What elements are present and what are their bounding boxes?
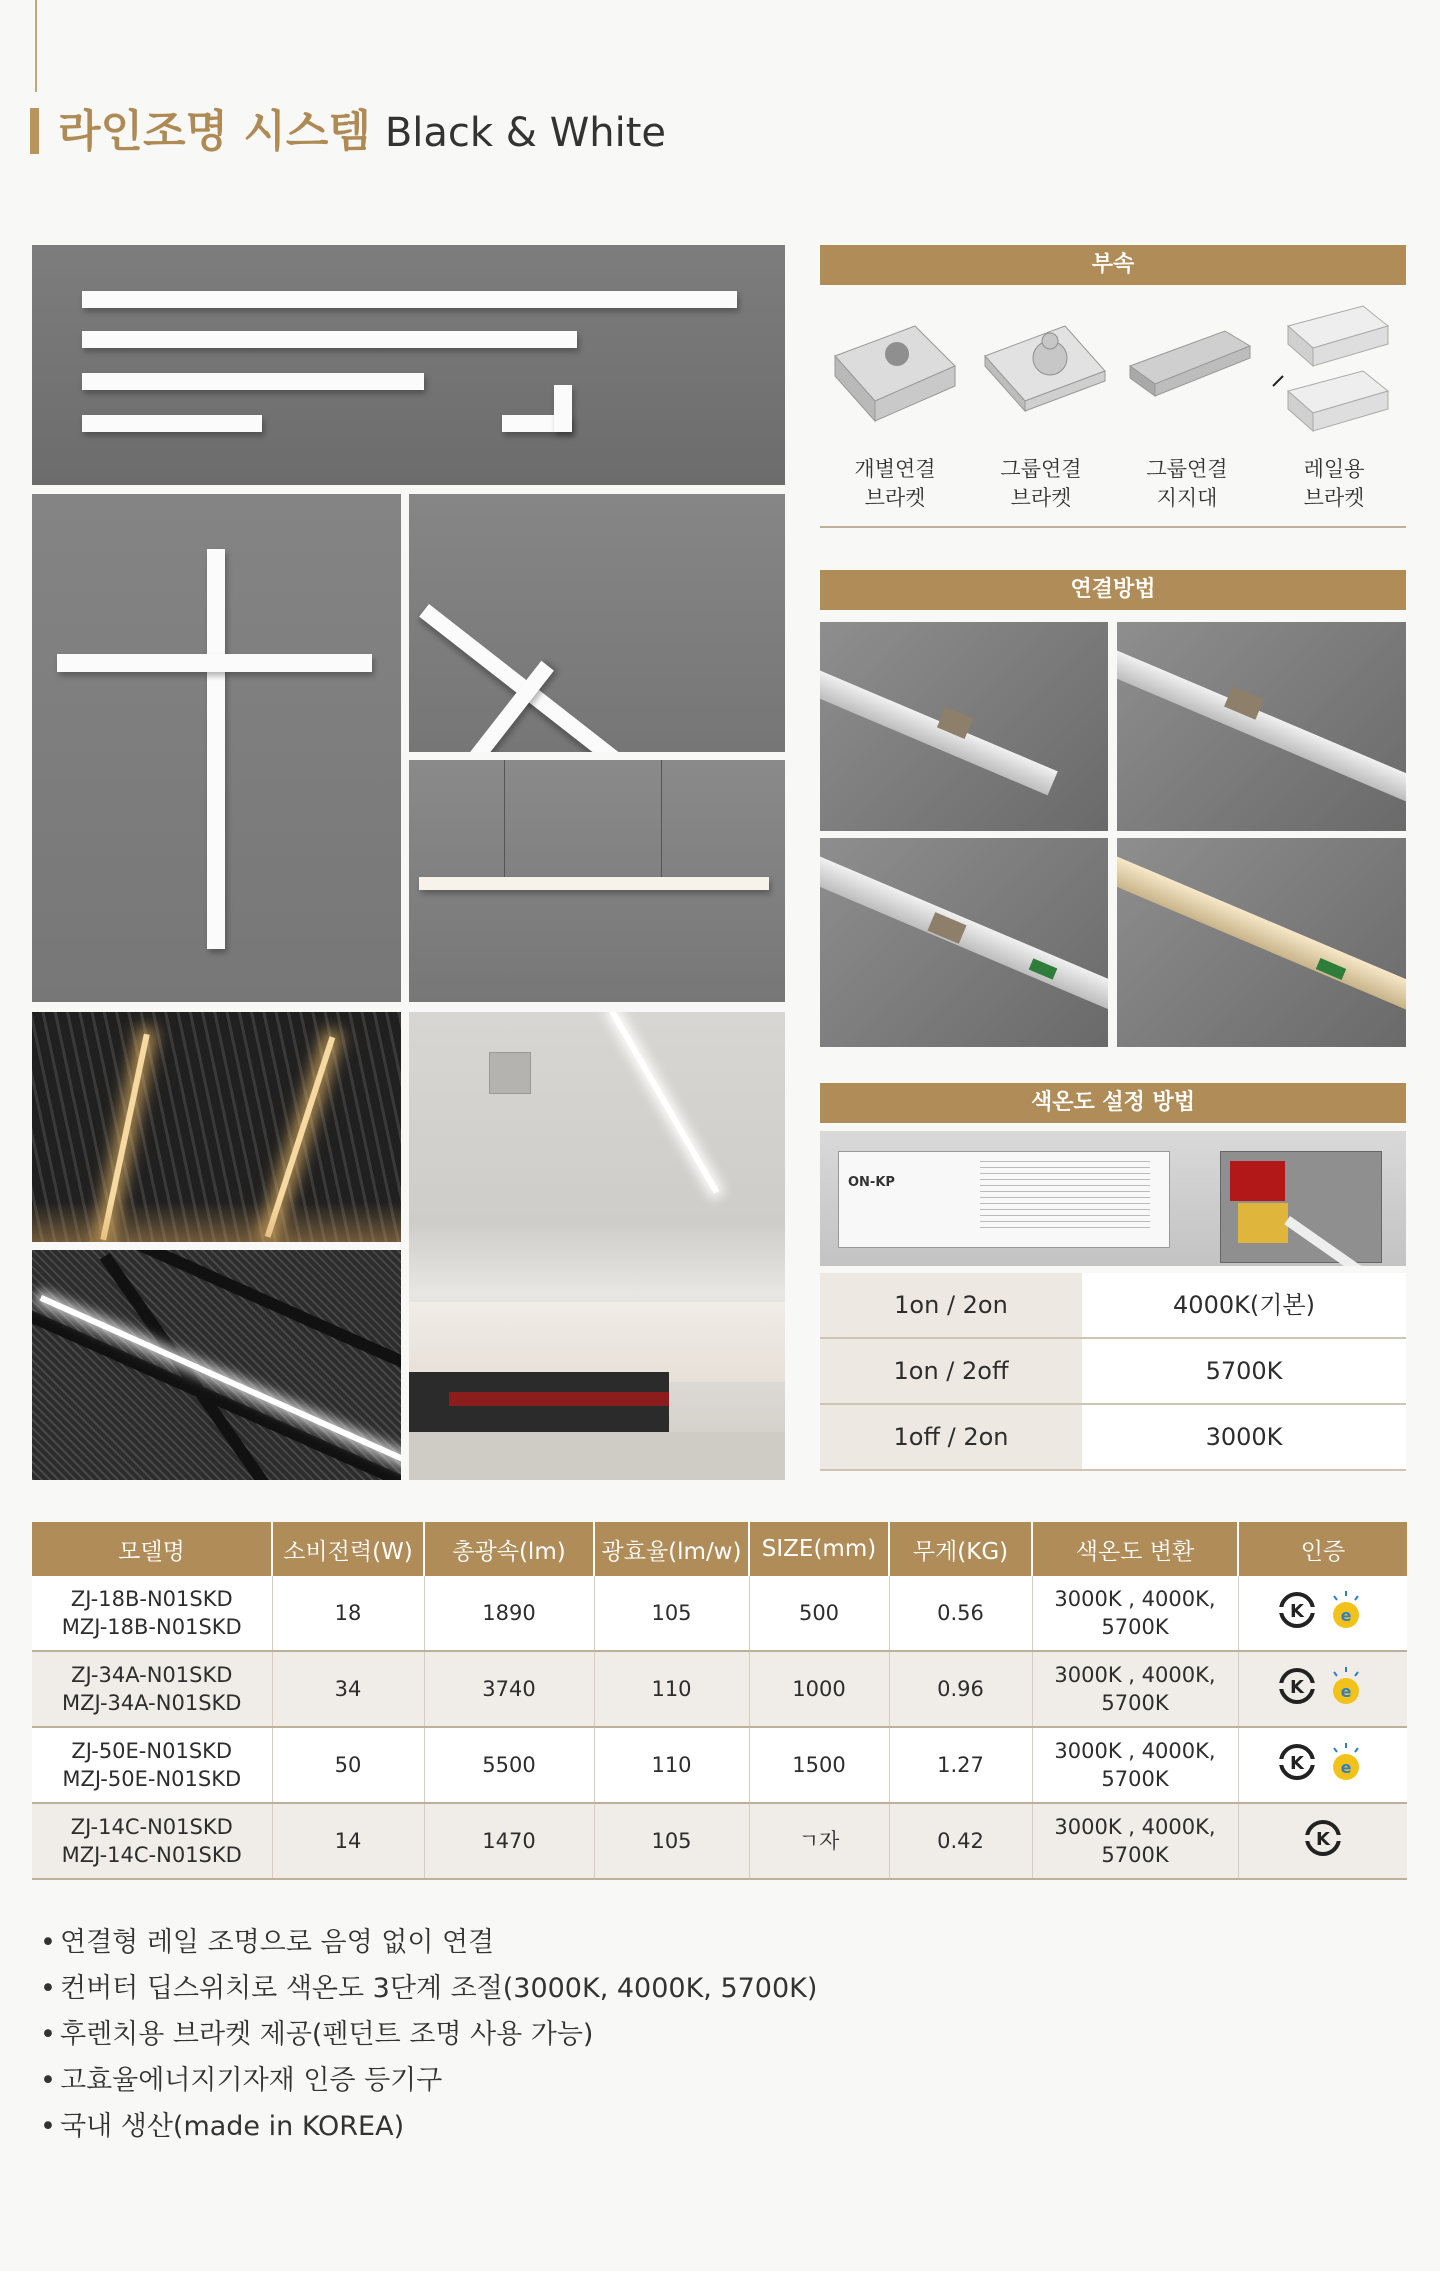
certification-cell bbox=[1238, 1651, 1407, 1727]
column-header: 총광속(lm) bbox=[424, 1522, 594, 1576]
certification-cell bbox=[1238, 1727, 1407, 1803]
weight-cell: 0.42 bbox=[889, 1803, 1032, 1879]
weight-cell: 0.96 bbox=[889, 1651, 1032, 1727]
kc-mark-icon bbox=[1277, 1742, 1317, 1789]
column-header: 광효율(lm/w) bbox=[594, 1522, 749, 1576]
color-temp-cell bbox=[1032, 1803, 1238, 1879]
model-name: MZJ-14C-N01SKD bbox=[61, 1843, 242, 1867]
high-efficiency-mark-icon bbox=[1324, 1664, 1368, 1715]
connection-step-2-photo bbox=[1117, 622, 1406, 831]
photo-ceiling-grid bbox=[32, 1250, 401, 1480]
model-name: MZJ-50E-N01SKD bbox=[62, 1767, 242, 1791]
accessory-label-line: 브라켓 bbox=[864, 486, 926, 510]
photo-office-interior bbox=[409, 1012, 785, 1480]
color-temperature-value: 5700K bbox=[1082, 1339, 1406, 1403]
svg-text:K: K bbox=[1290, 1752, 1305, 1774]
color-temperature-value: 4000K(기본) bbox=[1082, 1273, 1406, 1337]
accessory-label-line: 레일용 bbox=[1303, 457, 1365, 481]
divider bbox=[820, 526, 1406, 528]
photo-ceiling-warm bbox=[32, 1012, 401, 1242]
model-name: ZJ-14C-N01SKD bbox=[70, 1815, 233, 1839]
color-temp-line: 3000K , 4000K, bbox=[1054, 1663, 1216, 1687]
page-title bbox=[58, 104, 666, 161]
svg-text:e: e bbox=[1340, 1681, 1352, 1701]
color-temp-line: 3000K , 4000K, bbox=[1054, 1739, 1216, 1763]
color-temp-line: 5700K bbox=[1101, 1615, 1169, 1639]
accessory-label-group-bracket bbox=[968, 455, 1114, 513]
svg-text:K: K bbox=[1290, 1676, 1305, 1698]
color-temp-line: 5700K bbox=[1101, 1843, 1169, 1867]
weight-cell: 0.56 bbox=[889, 1576, 1032, 1651]
table-row bbox=[32, 1576, 1407, 1651]
size-cell: 1000 bbox=[749, 1651, 889, 1727]
color-temp-line: 5700K bbox=[1101, 1691, 1169, 1715]
color-temp-line: 5700K bbox=[1101, 1767, 1169, 1791]
column-header: 인증 bbox=[1238, 1522, 1407, 1576]
accessory-label-line: 그룹연결 bbox=[1000, 457, 1082, 481]
model-name: ZJ-50E-N01SKD bbox=[71, 1739, 233, 1763]
color-temp-row bbox=[820, 1339, 1406, 1405]
table-row bbox=[32, 1651, 1407, 1727]
accessories-heading: 부속 bbox=[820, 245, 1406, 285]
color-temp-heading: 색온도 설정 방법 bbox=[820, 1083, 1406, 1123]
svg-text:e: e bbox=[1340, 1605, 1352, 1625]
model-name-cell bbox=[32, 1727, 272, 1803]
column-header: 색온도 변환 bbox=[1032, 1522, 1238, 1576]
dip-switch-setting: 1on / 2on bbox=[820, 1273, 1082, 1337]
power-cell: 50 bbox=[272, 1727, 424, 1803]
color-temp-row bbox=[820, 1273, 1406, 1339]
model-name: MZJ-18B-N01SKD bbox=[61, 1615, 242, 1639]
column-header: 모델명 bbox=[32, 1522, 272, 1576]
efficiency-cell: 105 bbox=[594, 1576, 749, 1651]
kc-mark-icon bbox=[1277, 1666, 1317, 1713]
certification-cell bbox=[1238, 1576, 1407, 1651]
photo-t-installation bbox=[409, 494, 785, 752]
model-name-cell bbox=[32, 1651, 272, 1727]
rail-bracket-image bbox=[1268, 296, 1408, 446]
model-name-cell bbox=[32, 1576, 272, 1651]
connection-step-1-photo bbox=[820, 622, 1108, 831]
converter-label-photo bbox=[820, 1131, 1406, 1266]
accessory-label-individual-bracket bbox=[822, 455, 968, 513]
table-row bbox=[32, 1803, 1407, 1879]
list-item: • 고효율에너지기자재 인증 등기구 bbox=[40, 2058, 817, 2104]
page-title-korean: 라인조명 시스템 bbox=[58, 106, 371, 157]
group-support-image bbox=[1120, 296, 1260, 446]
photo-product-lengths bbox=[32, 245, 785, 485]
svg-text:K: K bbox=[1290, 1600, 1305, 1622]
lumen-cell: 1470 bbox=[424, 1803, 594, 1879]
column-header: SIZE(mm) bbox=[749, 1522, 889, 1576]
lumen-cell: 5500 bbox=[424, 1727, 594, 1803]
power-cell: 18 bbox=[272, 1576, 424, 1651]
color-temp-line: 3000K , 4000K, bbox=[1054, 1587, 1216, 1611]
table-row bbox=[32, 1727, 1407, 1803]
color-temp-cell bbox=[1032, 1576, 1238, 1651]
dip-switch-setting: 1off / 2on bbox=[820, 1405, 1082, 1469]
spec-table-header bbox=[32, 1522, 1407, 1576]
accessory-label-rail-bracket bbox=[1261, 455, 1407, 513]
group-bracket-image bbox=[975, 296, 1115, 446]
column-header: 소비전력(W) bbox=[272, 1522, 424, 1576]
model-name: ZJ-18B-N01SKD bbox=[70, 1587, 233, 1611]
converter-brand-label: ON-KP bbox=[848, 1175, 895, 1190]
kc-mark-icon bbox=[1303, 1818, 1343, 1865]
color-temp-row bbox=[820, 1405, 1406, 1471]
accessory-label-line: 개별연결 bbox=[854, 457, 936, 481]
list-item: • 국내 생산(made in KOREA) bbox=[40, 2104, 817, 2150]
photo-pendant bbox=[409, 760, 785, 1002]
efficiency-cell: 110 bbox=[594, 1651, 749, 1727]
list-item: • 후렌치용 브라켓 제공(펜던트 조명 사용 가능) bbox=[40, 2012, 817, 2058]
feature-list bbox=[40, 1920, 817, 2150]
high-efficiency-mark-icon bbox=[1324, 1740, 1368, 1791]
power-cell: 34 bbox=[272, 1651, 424, 1727]
photo-cross-installation bbox=[32, 494, 401, 1002]
individual-bracket-image bbox=[825, 296, 965, 446]
spec-table bbox=[32, 1522, 1407, 1880]
dip-switch-setting: 1on / 2off bbox=[820, 1339, 1082, 1403]
color-temp-cell bbox=[1032, 1651, 1238, 1727]
list-item: • 연결형 레일 조명으로 음영 없이 연결 bbox=[40, 1920, 817, 1966]
size-cell: ㄱ자 bbox=[749, 1803, 889, 1879]
accessory-label-line: 지지대 bbox=[1156, 486, 1218, 510]
accessory-label-group-support bbox=[1114, 455, 1260, 513]
size-cell: 1500 bbox=[749, 1727, 889, 1803]
color-temp-cell bbox=[1032, 1727, 1238, 1803]
power-cell: 14 bbox=[272, 1803, 424, 1879]
efficiency-cell: 110 bbox=[594, 1727, 749, 1803]
size-cell: 500 bbox=[749, 1576, 889, 1651]
decorative-vertical-line bbox=[35, 0, 37, 92]
kc-mark-icon bbox=[1277, 1590, 1317, 1637]
column-header: 무게(KG) bbox=[889, 1522, 1032, 1576]
color-temperature-value: 3000K bbox=[1082, 1405, 1406, 1469]
lumen-cell: 1890 bbox=[424, 1576, 594, 1651]
model-name: MZJ-34A-N01SKD bbox=[62, 1691, 242, 1715]
list-item: • 컨버터 딥스위치로 색온도 3단계 조절(3000K, 4000K, 5700K) bbox=[40, 1966, 817, 2012]
connection-step-3-photo bbox=[820, 838, 1108, 1047]
efficiency-cell: 105 bbox=[594, 1803, 749, 1879]
accessory-label-line: 그룹연결 bbox=[1146, 457, 1228, 481]
accessory-label-line: 브라켓 bbox=[1303, 486, 1365, 510]
lumen-cell: 3740 bbox=[424, 1651, 594, 1727]
high-efficiency-mark-icon bbox=[1324, 1588, 1368, 1639]
weight-cell: 1.27 bbox=[889, 1727, 1032, 1803]
page-title-english: Black & White bbox=[384, 110, 667, 156]
accessory-label-line: 브라켓 bbox=[1010, 486, 1072, 510]
certification-cell bbox=[1238, 1803, 1407, 1879]
connection-step-4-photo bbox=[1117, 838, 1406, 1047]
title-accent-bar bbox=[30, 108, 39, 154]
svg-text:e: e bbox=[1340, 1757, 1352, 1777]
svg-text:K: K bbox=[1315, 1828, 1330, 1850]
model-name-cell bbox=[32, 1803, 272, 1879]
model-name: ZJ-34A-N01SKD bbox=[71, 1663, 233, 1687]
connection-heading: 연결방법 bbox=[820, 570, 1406, 610]
color-temp-line: 3000K , 4000K, bbox=[1054, 1815, 1216, 1839]
